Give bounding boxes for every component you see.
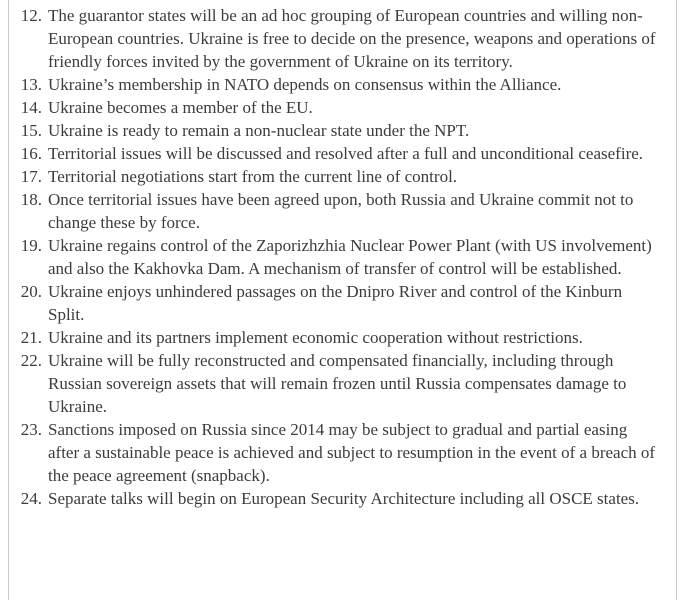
list-item [9,326,676,349]
document-excerpt [8,0,677,600]
item-number: 24. [20,489,42,508]
item-text: Ukraine and its partners implement economic cooperation without restrictions. [48,328,583,347]
item-number: 14. [20,98,42,117]
item-number: 17. [20,167,42,186]
item-number: 22. [20,351,42,370]
item-text: Territorial issues will be discussed and resolved after a full and unconditional ceasefire. [48,144,644,163]
list-item [9,165,676,188]
list-item [9,234,676,280]
item-text: Ukraine will be fully reconstructed and compensated financially, including through Russian sovereign assets that will remain frozen until Russia compensates damage to Ukraine. [48,351,627,416]
list-item [9,487,676,510]
list-item [9,119,676,142]
item-text: Ukraine becomes a member of the EU. [48,98,313,117]
item-text: Ukraine’s membership in NATO depends on consensus within the Alliance. [48,75,562,94]
item-text: Territorial negotiations start from the current line of control. [48,167,458,186]
item-text: Ukraine regains control of the Zaporizhzhia Nuclear Power Plant (with US involvement) and also the Kakhovka Dam. A mechanism of transfer of control will be established. [48,236,652,278]
item-text: Ukraine is ready to remain a non-nuclear state under the NPT. [48,121,470,140]
item-number: 18. [20,190,42,209]
list-item [9,280,676,326]
item-text: Ukraine enjoys unhindered passages on the Dnipro River and control of the Kinburn Split. [48,282,623,324]
item-text: Separate talks will begin on European Security Architecture including all OSCE states. [48,489,640,508]
item-number: 21. [20,328,42,347]
item-number: 16. [20,144,42,163]
item-number: 20. [20,282,42,301]
list-item [9,349,676,418]
item-number: 23. [20,420,42,439]
item-number: 12. [20,6,42,25]
item-text: The guarantor states will be an ad hoc grouping of European countries and willing non-European countries. Ukraine is free to decide on the presence, weapons and operations of friendly forces invited by the government of Ukraine on its territory. [48,6,656,71]
numbered-list [9,4,676,510]
list-item [9,73,676,96]
list-item [9,142,676,165]
item-number: 19. [20,236,42,255]
list-item [9,4,676,73]
list-item [9,418,676,487]
list-item [9,96,676,119]
item-text: Once territorial issues have been agreed upon, both Russia and Ukraine commit not to change these by force. [48,190,634,232]
item-number: 13. [20,75,42,94]
item-text: Sanctions imposed on Russia since 2014 may be subject to gradual and partial easing after a sustainable peace is achieved and subject to resumption in the event of a breach of the peace agreement (snapback). [48,420,656,485]
list-item [9,188,676,234]
item-number: 15. [20,121,42,140]
